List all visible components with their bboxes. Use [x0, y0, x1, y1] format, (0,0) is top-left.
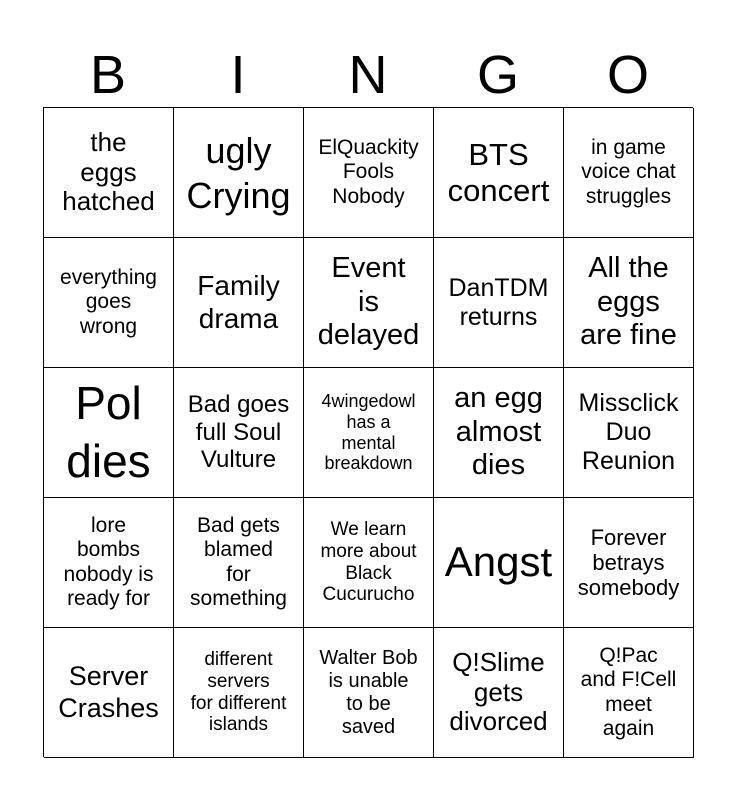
bingo-cell[interactable]	[304, 238, 434, 368]
cell-text: ugly Crying	[186, 129, 291, 216]
bingo-cell[interactable]	[304, 498, 434, 628]
bingo-cell[interactable]	[174, 628, 304, 758]
bingo-cell[interactable]	[44, 498, 174, 628]
header-letter-o: O	[606, 45, 649, 105]
cell-text: Q!Slime gets divorced	[449, 646, 548, 737]
bingo-cell[interactable]	[434, 628, 564, 758]
bingo-cell[interactable]	[44, 238, 174, 368]
cell-text: everything goes wrong	[60, 266, 157, 338]
bingo-header	[43, 42, 693, 108]
cell-text: Family drama	[197, 270, 280, 334]
bingo-cell[interactable]	[174, 498, 304, 628]
bingo-cell[interactable]	[434, 108, 564, 238]
cell-text: Missclick Duo Reunion	[578, 389, 679, 475]
cell-text: different servers for different islands	[190, 648, 287, 736]
bingo-cell[interactable]	[304, 368, 434, 498]
bingo-cell[interactable]	[564, 238, 694, 368]
cell-text: Bad gets blamed for something	[190, 514, 287, 610]
bingo-cell[interactable]	[564, 108, 694, 238]
cell-text: BTS concert	[447, 136, 550, 208]
cell-text: 4wingedowl has a mental breakdown	[321, 391, 416, 474]
bingo-cell[interactable]	[564, 628, 694, 758]
bingo-cell[interactable]	[174, 238, 304, 368]
header-letter-i: I	[230, 45, 246, 105]
cell-text: Server Crashes	[58, 661, 159, 723]
cell-text: in game voice chat struggles	[581, 136, 676, 208]
header-letter-b: B	[89, 45, 127, 105]
bingo-cell[interactable]	[434, 238, 564, 368]
cell-text: DanTDM returns	[448, 273, 549, 331]
bingo-cell[interactable]	[434, 498, 564, 628]
bingo-cell[interactable]	[304, 108, 434, 238]
cell-text: Bad goes full Soul Vulture	[187, 391, 290, 474]
cell-text: Event is delayed	[317, 252, 420, 352]
bingo-cell[interactable]	[564, 368, 694, 498]
cell-text: Forever betrays somebody	[577, 524, 680, 601]
cell-text: an egg almost dies	[454, 382, 543, 482]
bingo-grid	[43, 107, 693, 757]
cell-text: Angst	[444, 538, 553, 586]
cell-text: the eggs hatched	[62, 126, 155, 217]
cell-text: Pol dies	[66, 377, 151, 487]
cell-text: ElQuackity Fools Nobody	[318, 136, 419, 208]
bingo-cell[interactable]	[434, 368, 564, 498]
bingo-cell[interactable]	[564, 498, 694, 628]
cell-text: Walter Bob is unable to be saved	[319, 646, 418, 738]
bingo-cell[interactable]	[44, 368, 174, 498]
bingo-cell[interactable]	[174, 368, 304, 498]
cell-text: We learn more about Black Cucurucho	[320, 518, 417, 606]
cell-text: Q!Pac and F!Cell meet again	[580, 644, 677, 740]
bingo-cell[interactable]	[44, 108, 174, 238]
header-letter-n: N	[348, 45, 388, 105]
bingo-cell[interactable]	[44, 628, 174, 758]
cell-text: All the eggs are fine	[580, 252, 677, 352]
cell-text: lore bombs nobody is ready for	[63, 514, 154, 610]
bingo-cell[interactable]	[304, 628, 434, 758]
bingo-cell[interactable]	[174, 108, 304, 238]
header-letter-g: G	[476, 45, 519, 105]
